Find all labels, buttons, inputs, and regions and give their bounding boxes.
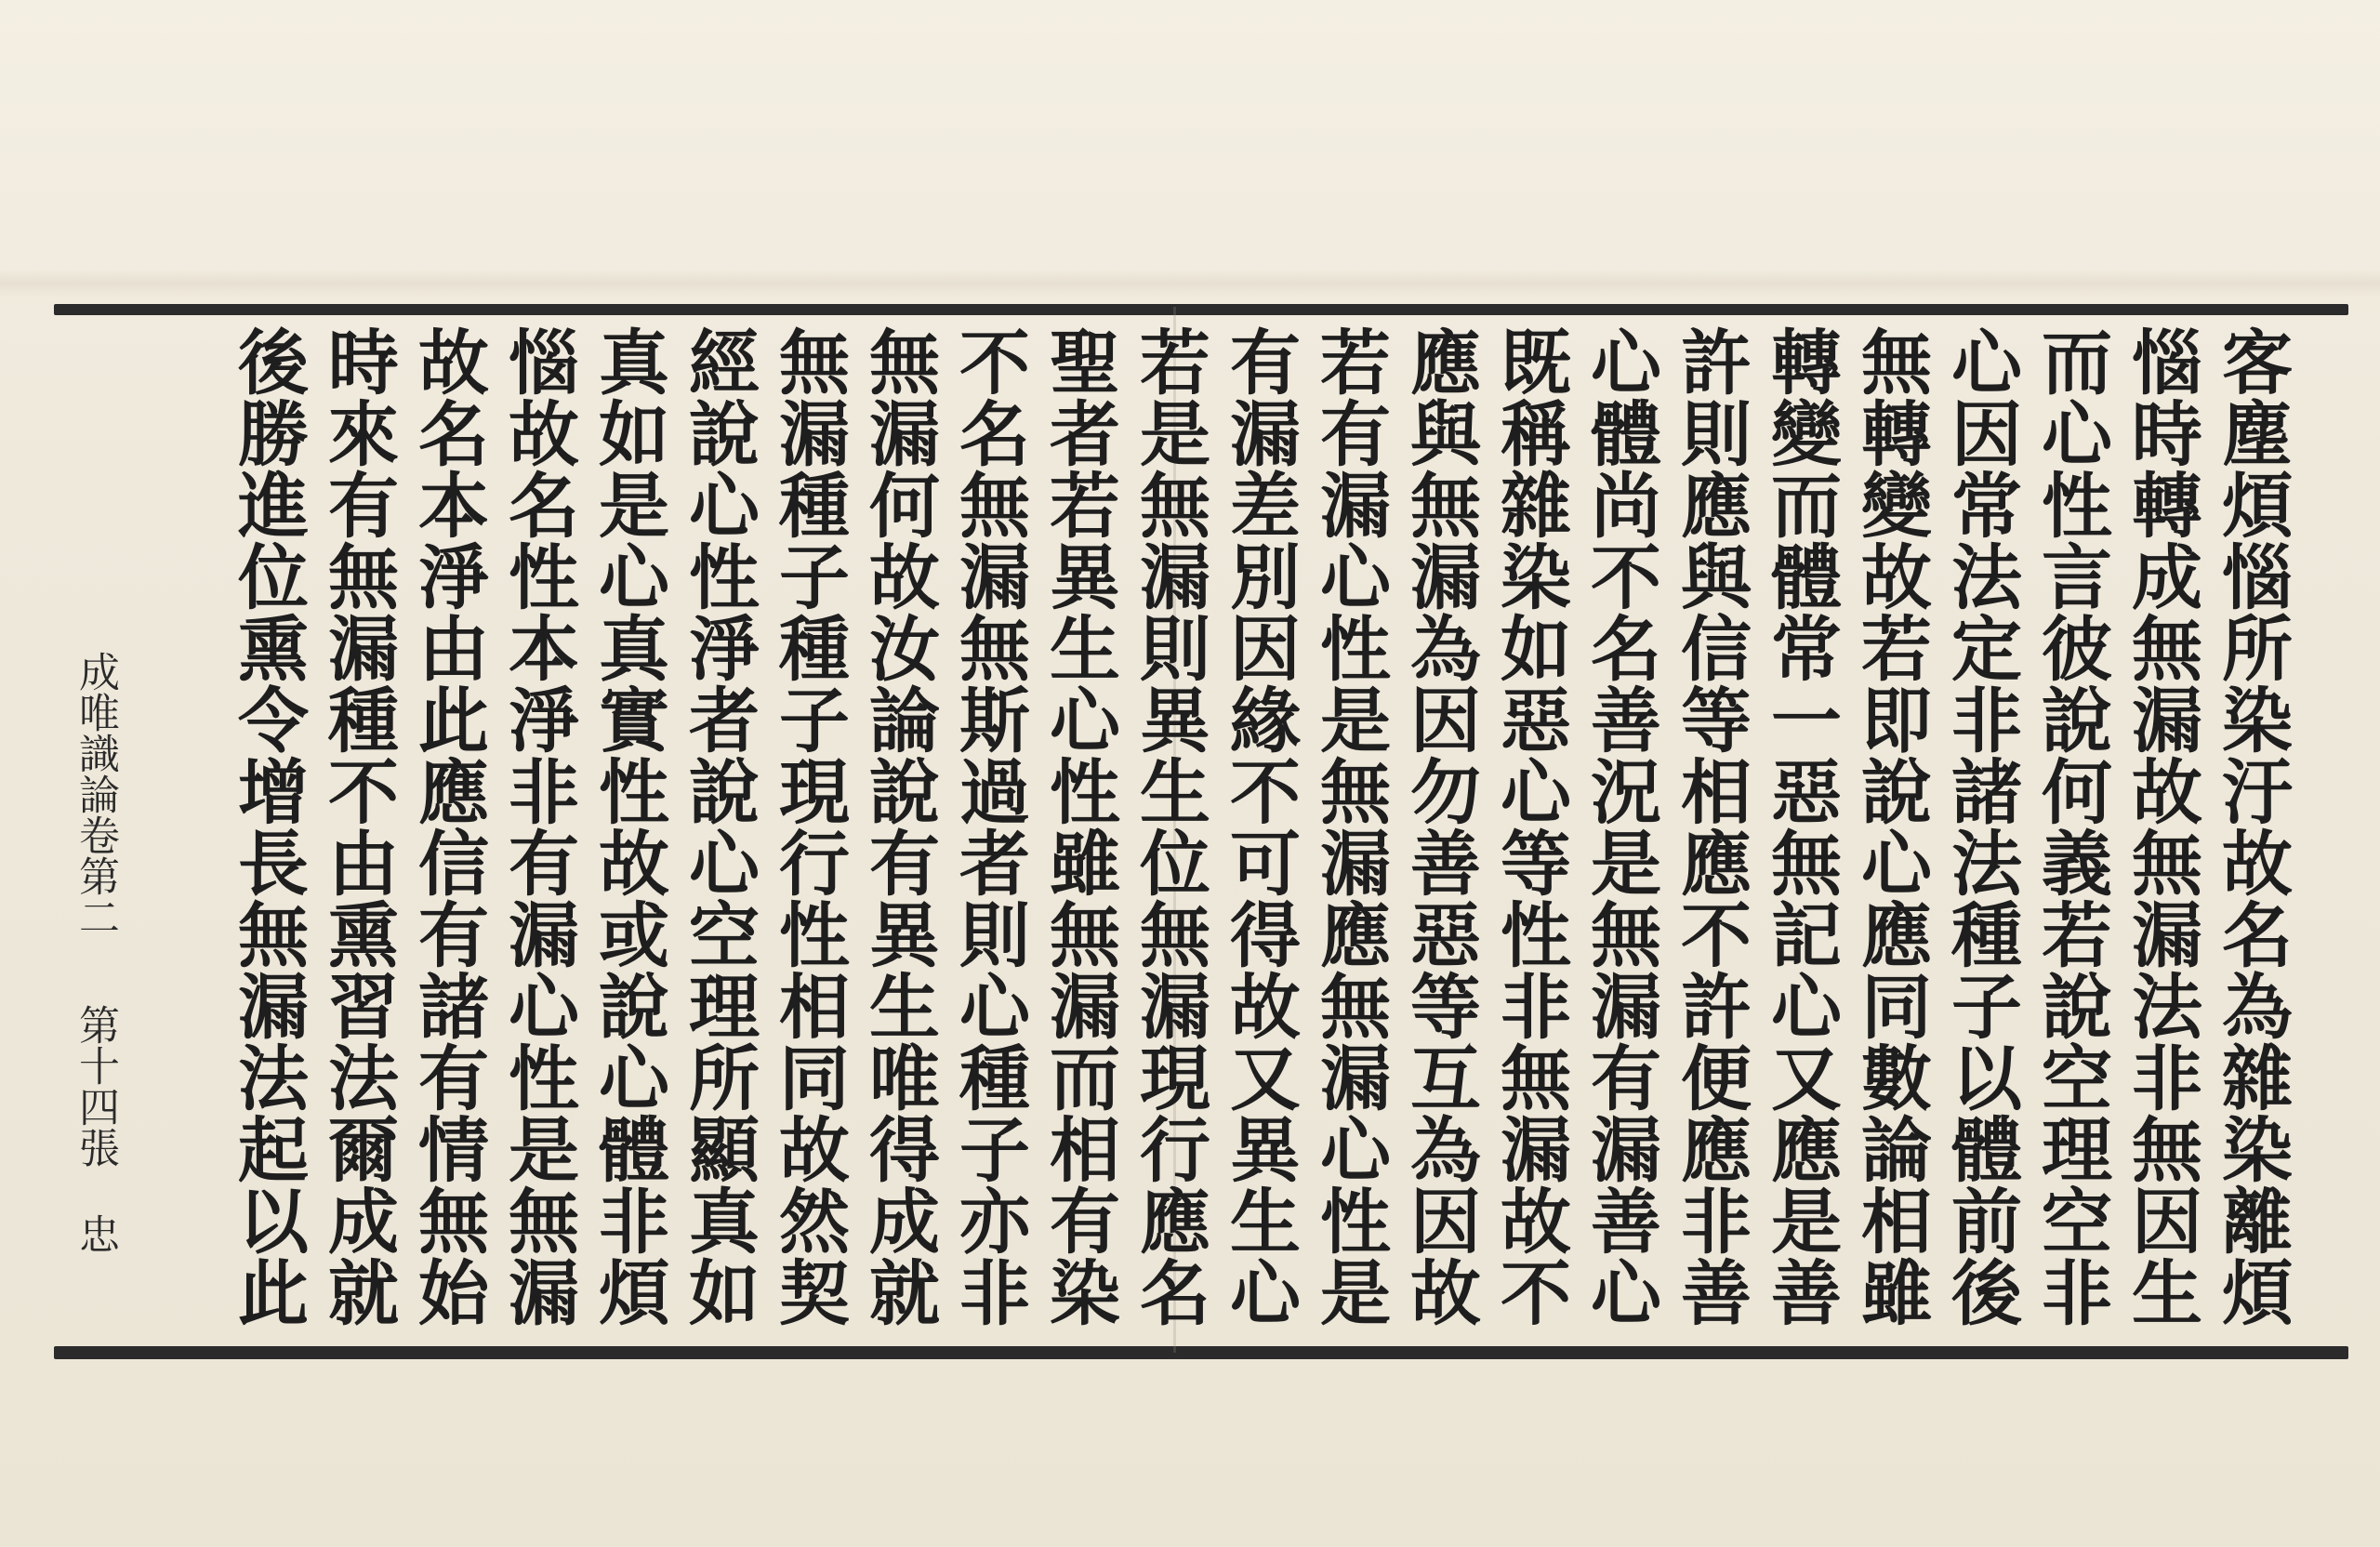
text-column xyxy=(1665,325,1755,1348)
top-border-rule xyxy=(54,304,2348,315)
column-text: 心因常法定非諸法種子以體前後 xyxy=(1939,325,2023,1328)
column-text: 惱時轉成無漏故無漏法非無因生 xyxy=(2120,325,2203,1328)
bottom-border-rule xyxy=(54,1346,2348,1359)
column-text: 應與無漏為因勿善惡等互為因故 xyxy=(1398,325,1482,1328)
text-column xyxy=(493,325,583,1348)
text-column xyxy=(1124,325,1214,1348)
text-column xyxy=(583,325,673,1348)
text-column xyxy=(1755,325,1845,1348)
text-column xyxy=(2116,325,2206,1348)
column-text: 時來有無漏種不由熏習法爾成就 xyxy=(316,325,400,1328)
text-column xyxy=(763,325,853,1348)
text-column xyxy=(222,325,312,1348)
paper-fold-shadow xyxy=(0,270,2380,298)
text-column xyxy=(673,325,763,1348)
column-text: 轉變而體常一惡無記心又應是善 xyxy=(1759,325,1843,1328)
leaf-number: 第十四張 xyxy=(72,1004,119,1168)
text-column xyxy=(403,325,493,1348)
text-column xyxy=(1304,325,1395,1348)
column-text: 無轉變故若即說心應同數論相雖 xyxy=(1849,325,1933,1328)
text-column xyxy=(944,325,1034,1348)
text-column xyxy=(2206,325,2296,1348)
text-column xyxy=(1214,325,1304,1348)
column-text: 無漏何故汝論說有異生唯得成就 xyxy=(857,325,941,1328)
column-text: 若有漏心性是無漏應無漏心性是 xyxy=(1308,325,1392,1328)
column-text: 真如是心真實性故或說心體非煩 xyxy=(587,325,670,1328)
column-text: 無漏種子種子現行性相同故然契 xyxy=(767,325,851,1328)
text-column xyxy=(312,325,403,1348)
column-text: 客塵煩惱所染汙故名為雜染離煩 xyxy=(2210,325,2294,1328)
text-column xyxy=(1395,325,1485,1348)
text-column xyxy=(853,325,944,1348)
column-text: 既稱雜染如惡心等性非無漏故不 xyxy=(1488,325,1572,1328)
text-column xyxy=(2026,325,2116,1348)
column-text: 若是無漏則異生位無漏現行應名 xyxy=(1128,325,1211,1328)
text-columns xyxy=(112,325,2296,1348)
column-text: 不名無漏無斯過者則心種子亦非 xyxy=(947,325,1031,1328)
text-column xyxy=(1485,325,1575,1348)
column-text: 有漏差別因緣不可得故又異生心 xyxy=(1218,325,1302,1328)
column-text: 故名本淨由此應信有諸有情無始 xyxy=(406,325,490,1328)
book-title: 成唯識論卷第二 xyxy=(72,651,119,937)
column-text: 許則應與信等相應不許便應非善 xyxy=(1669,325,1752,1328)
carver-mark: 忠 xyxy=(72,1213,119,1254)
text-column xyxy=(1034,325,1124,1348)
column-text: 後勝進位熏令增長無漏法起以此 xyxy=(226,325,310,1328)
column-text: 心體尚不名善況是無漏有漏善心 xyxy=(1579,325,1662,1328)
column-text: 而心性言彼說何義若說空理空非 xyxy=(2030,325,2113,1328)
column-text: 經說心性淨者說心空理所顯真如 xyxy=(677,325,760,1328)
colophon xyxy=(58,651,119,1302)
text-column xyxy=(1845,325,1936,1348)
column-text: 聖者若異生心性雖無漏而相有染 xyxy=(1038,325,1121,1328)
text-column xyxy=(1575,325,1665,1348)
text-column xyxy=(1936,325,2026,1348)
column-text: 惱故名性本淨非有漏心性是無漏 xyxy=(496,325,580,1328)
